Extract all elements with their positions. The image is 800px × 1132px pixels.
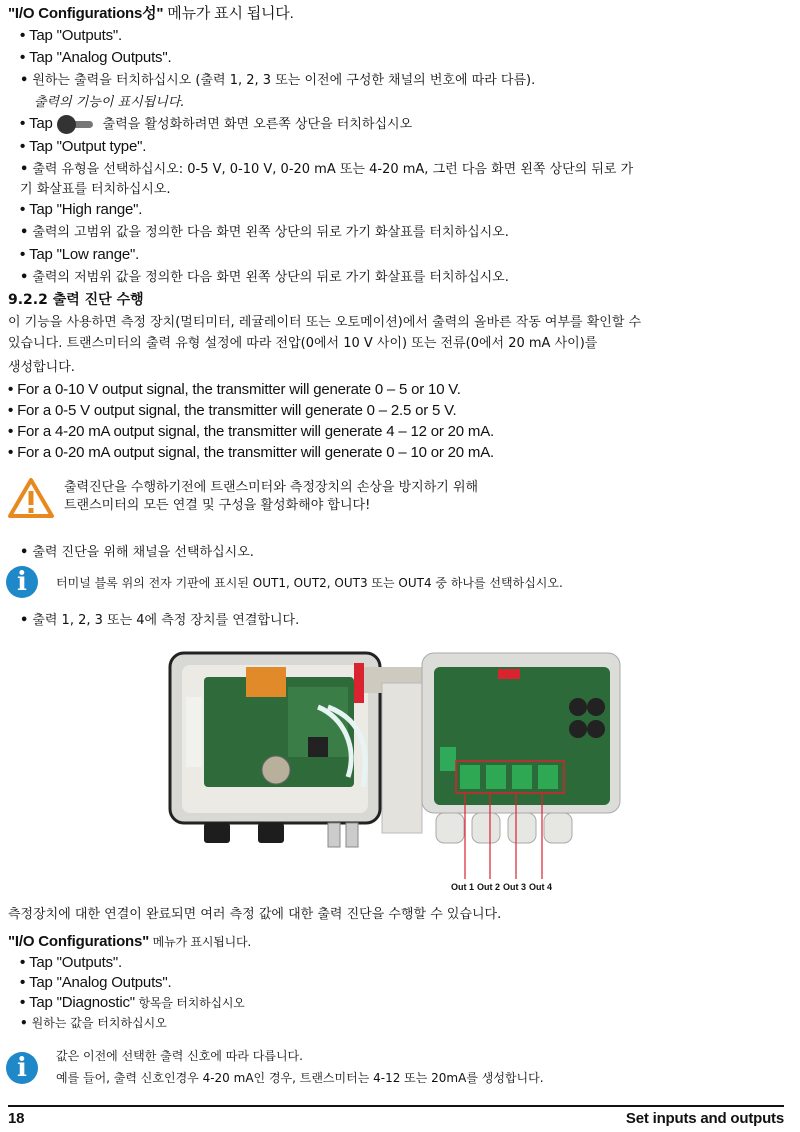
bottom-step-diagnostic-text: 항목을 터치하십시오 bbox=[134, 996, 245, 1010]
step-select-type-cont: 기 화살표를 터치하십시오. bbox=[20, 182, 171, 197]
bottom-step-analog: • Tap "Analog Outputs". bbox=[20, 973, 171, 993]
toggle-switch-icon bbox=[57, 115, 95, 133]
bottom-menu-line bbox=[8, 932, 251, 952]
example-0-20ma: • For a 0-20 mA output signal, the transmitter will generate 0 – 10 or 20 mA. bbox=[8, 443, 494, 463]
menu-text: 메뉴가 표시 됩니다. bbox=[163, 5, 294, 22]
step-select-type: • 출력 유형을 선택하십시오: 0-5 V, 0-10 V, 0-20 mA 또는 4-20 mA, 그런 다음 화면 왼쪽 상단의 뒤로 가 bbox=[20, 160, 633, 180]
info-text-channel: 터미널 블록 위의 전자 기판에 표시된 OUT1, OUT2, OUT3 또는 OUT4 중 하나를 선택하십시오. bbox=[56, 576, 563, 590]
bottom-step-diagnostic bbox=[20, 993, 245, 1013]
bottom-step-diagnostic-tap: • Tap "Diagnostic" bbox=[20, 994, 135, 1011]
step-tap-analog-outputs: • Tap "Analog Outputs". bbox=[20, 48, 171, 68]
footer-title: Set inputs and outputs bbox=[625, 1110, 784, 1127]
step-select-channel: • 출력 진단을 위해 채널을 선택하십시오. bbox=[20, 543, 254, 563]
bottom-step-outputs: • Tap "Outputs". bbox=[20, 953, 122, 973]
step-toggle-tap: • Tap bbox=[20, 115, 53, 132]
step-define-low: • 출력의 저범위 값을 정의한 다음 화면 왼쪽 상단의 뒤로 가기 화살표를 터치하십시오. bbox=[20, 268, 509, 288]
section-paragraph-3: 생성합니다. bbox=[8, 360, 75, 375]
info-icon: i bbox=[6, 566, 38, 598]
section-paragraph-1: 이 기능을 사용하면 측정 장치(멀티미터, 레귤레이터 또는 오토메이션)에서 출력의 올바른 작동 여부를 확인할 수 bbox=[8, 315, 642, 330]
out4-label: Out 4 bbox=[529, 882, 553, 892]
warning-text-1: 출력진단을 수행하기전에 트랜스미터와 측정장치의 손상을 방지하기 위해 bbox=[64, 480, 479, 495]
bottom-paragraph: 측정장치에 대한 연결이 완료되면 여러 측정 값에 대한 출력 진단을 수행할 수 있습니다. bbox=[8, 907, 502, 922]
step-note: 출력의 기능이 표시됩니다. bbox=[34, 95, 185, 110]
page-number: 18 bbox=[8, 1110, 25, 1127]
bottom-menu-text: 메뉴가 표시됩니다. bbox=[149, 935, 252, 949]
footer-rule bbox=[8, 1105, 784, 1107]
step-touch-output: • 원하는 출력을 터치하십시오 (출력 1, 2, 3 또는 이전에 구성한 채널의 번호에 따라 다름). bbox=[20, 71, 535, 91]
menu-line bbox=[8, 4, 294, 24]
bottom-step-value: • 원하는 값을 터치하십시오 bbox=[20, 1013, 167, 1033]
out2-label: Out 2 bbox=[477, 882, 501, 892]
step-toggle bbox=[20, 114, 412, 135]
step-tap-low-range: • Tap "Low range". bbox=[20, 245, 139, 265]
info-icon-bottom: i bbox=[6, 1052, 38, 1084]
section-paragraph-2: 있습니다. 트랜스미터의 출력 유형 설정에 따라 전압(0에서 10 V 사이) 또는 전류(0에서 20 mA 사이)를 bbox=[8, 336, 598, 351]
step-connect-device: • 출력 1, 2, 3 또는 4에 측정 장치를 연결합니다. bbox=[20, 611, 299, 631]
bottom-menu-name: "I/O Configurations" bbox=[8, 933, 150, 950]
info-text-values-2: 예를 들어, 출력 신호인경우 4-20 mA인 경우, 트랜스미터는 4-12 또는 20mA를 생성합니다. bbox=[56, 1071, 544, 1085]
warning-text-2: 트랜스미터의 모든 연결 및 구성을 활성화해야 합니다! bbox=[64, 498, 371, 513]
info-text-values-1: 값은 이전에 선택한 출력 신호에 따라 다릅니다. bbox=[56, 1049, 303, 1063]
menu-name: "I/O Configurations성" bbox=[8, 5, 164, 22]
out1-label: Out 1 bbox=[451, 882, 475, 892]
step-tap-outputs: • Tap "Outputs". bbox=[20, 26, 122, 46]
section-heading: 9.2.2 출력 진단 수행 bbox=[8, 292, 144, 308]
step-tap-high-range: • Tap "High range". bbox=[20, 200, 142, 220]
example-0-10v: • For a 0-10 V output signal, the transmitter will generate 0 – 5 or 10 V. bbox=[8, 380, 461, 400]
example-0-5v: • For a 0-5 V output signal, the transmitter will generate 0 – 2.5 or 5 V. bbox=[8, 401, 457, 421]
out3-label: Out 3 bbox=[503, 882, 527, 892]
example-4-20ma: • For a 4-20 mA output signal, the transmitter will generate 4 – 12 or 20 mA. bbox=[8, 422, 494, 442]
warning-icon bbox=[6, 476, 56, 520]
transmitter-photo bbox=[168, 647, 623, 882]
step-toggle-text: 출력을 활성화하려면 화면 오른쪽 상단을 터치하십시오 bbox=[102, 117, 413, 132]
step-tap-output-type: • Tap "Output type". bbox=[20, 137, 146, 157]
step-define-high: • 출력의 고범위 값을 정의한 다음 화면 왼쪽 상단의 뒤로 가기 화살표를 터치하십시오. bbox=[20, 223, 509, 243]
